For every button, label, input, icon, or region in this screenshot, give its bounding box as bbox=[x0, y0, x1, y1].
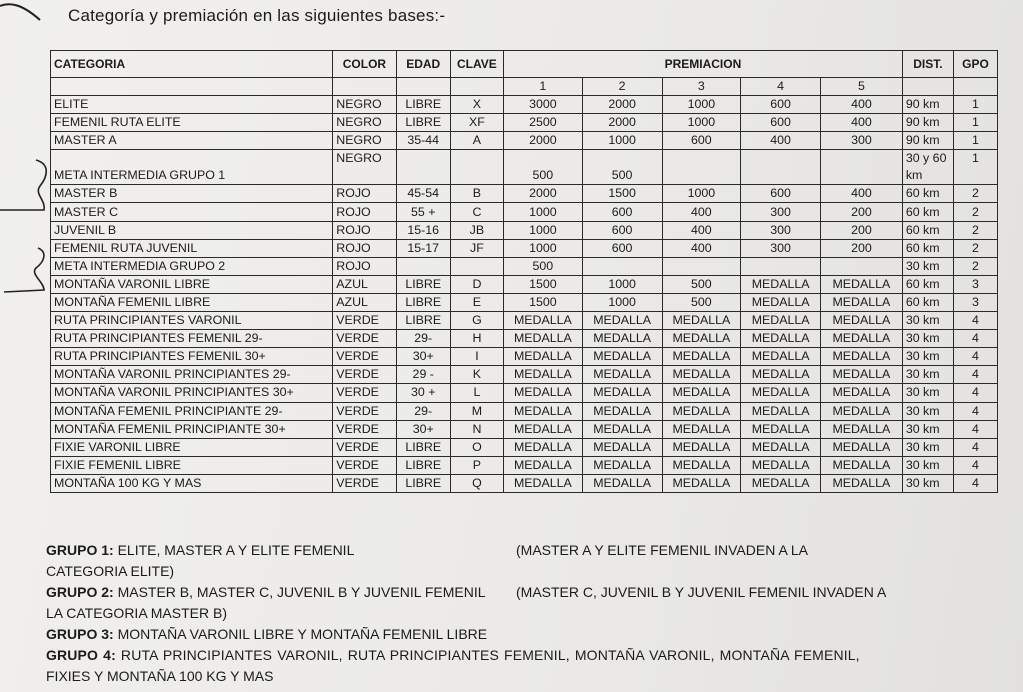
row-prize-4: MEDALLA bbox=[741, 438, 821, 456]
row-prize-2: MEDALLA bbox=[582, 474, 662, 492]
table-row bbox=[51, 402, 998, 420]
row-gpo: 4 bbox=[953, 348, 997, 366]
table-row bbox=[51, 366, 998, 384]
row-categoria: MASTER A bbox=[51, 132, 333, 150]
row-prize-2: 600 bbox=[582, 221, 662, 239]
row-prize-2: MEDALLA bbox=[582, 384, 662, 402]
row-prize-1: MEDALLA bbox=[504, 438, 583, 456]
row-color: VERDE bbox=[333, 474, 396, 492]
row-dist: 60 km bbox=[902, 275, 953, 293]
row-edad bbox=[396, 150, 450, 185]
row-edad bbox=[396, 257, 450, 275]
row-gpo: 1 bbox=[953, 132, 997, 150]
row-edad: 55 + bbox=[396, 203, 450, 221]
row-dist: 90 km bbox=[902, 132, 953, 150]
row-gpo: 4 bbox=[953, 438, 997, 456]
row-prize-4: 400 bbox=[741, 132, 821, 150]
row-clave: JF bbox=[450, 239, 503, 257]
row-prize-3: MEDALLA bbox=[662, 348, 741, 366]
row-prize-3: MEDALLA bbox=[662, 474, 741, 492]
row-clave: P bbox=[450, 456, 503, 474]
row-prize-5: MEDALLA bbox=[821, 366, 903, 384]
row-prize-4: MEDALLA bbox=[741, 293, 821, 311]
row-prize-1: MEDALLA bbox=[504, 366, 583, 384]
row-categoria: MONTAÑA VARONIL PRINCIPIANTES 30+ bbox=[51, 384, 333, 402]
row-edad: LIBRE bbox=[396, 293, 450, 311]
row-prize-2: MEDALLA bbox=[582, 402, 662, 420]
row-edad: 30+ bbox=[396, 348, 450, 366]
table-header-row bbox=[51, 51, 998, 78]
row-color: NEGRO bbox=[333, 132, 396, 150]
row-prize-1: 1000 bbox=[504, 221, 583, 239]
row-prize-5: MEDALLA bbox=[821, 275, 903, 293]
row-prize-3 bbox=[662, 257, 741, 275]
row-clave bbox=[450, 257, 503, 275]
document-title: Categoría y premiación en las siguientes bases:- bbox=[68, 6, 446, 25]
table-subheader-row bbox=[51, 78, 998, 96]
table-row bbox=[51, 114, 998, 132]
row-clave: H bbox=[450, 330, 503, 348]
row-prize-1: 1000 bbox=[504, 203, 583, 221]
row-prize-1: MEDALLA bbox=[504, 474, 583, 492]
row-prize-1: 2500 bbox=[504, 114, 583, 132]
row-prize-3: MEDALLA bbox=[662, 438, 741, 456]
group-2-continuation: LA CATEGORIA MASTER B) bbox=[46, 605, 228, 621]
row-prize-2 bbox=[582, 257, 662, 275]
row-prize-3: 400 bbox=[662, 239, 741, 257]
row-prize-3: 400 bbox=[662, 203, 741, 221]
row-edad: 29 - bbox=[396, 366, 450, 384]
row-prize-1: MEDALLA bbox=[504, 384, 583, 402]
row-edad: 15-16 bbox=[396, 221, 450, 239]
row-color: ROJO bbox=[333, 203, 396, 221]
row-prize-2: 1000 bbox=[582, 293, 662, 311]
row-dist: 90 km bbox=[902, 96, 953, 114]
row-categoria: META INTERMEDIA GRUPO 2 bbox=[51, 257, 333, 275]
row-prize-2: MEDALLA bbox=[582, 438, 662, 456]
group-3-text: MONTAÑA VARONIL LIBRE Y MONTAÑA FEMENIL LIBRE bbox=[113, 626, 488, 642]
row-gpo: 2 bbox=[953, 221, 997, 239]
row-categoria: FEMENIL RUTA JUVENIL bbox=[51, 239, 333, 257]
row-clave: E bbox=[450, 293, 503, 311]
row-clave: A bbox=[450, 132, 503, 150]
row-prize-4: MEDALLA bbox=[741, 330, 821, 348]
row-edad: LIBRE bbox=[396, 456, 450, 474]
row-prize-3 bbox=[662, 150, 741, 185]
header-place-2: 2 bbox=[582, 78, 662, 96]
group-1-continuation: CATEGORIA ELITE) bbox=[46, 563, 175, 579]
header-color: COLOR bbox=[333, 51, 396, 78]
row-clave: Q bbox=[450, 474, 503, 492]
row-categoria: MASTER B bbox=[51, 185, 333, 203]
table-row bbox=[51, 456, 998, 474]
row-prize-5: 200 bbox=[821, 221, 903, 239]
table-row bbox=[51, 257, 998, 275]
row-prize-3: 1000 bbox=[662, 114, 741, 132]
row-prize-5: MEDALLA bbox=[821, 312, 903, 330]
row-prize-2: MEDALLA bbox=[582, 420, 662, 438]
group-2-text: MASTER B, MASTER C, JUVENIL B Y JUVENIL FEMENIL bbox=[113, 584, 486, 600]
header-clave: CLAVE bbox=[450, 51, 503, 78]
row-prize-3: 1000 bbox=[662, 185, 741, 203]
row-dist: 60 km bbox=[902, 221, 953, 239]
row-prize-4: MEDALLA bbox=[741, 348, 821, 366]
row-prize-2: 2000 bbox=[582, 114, 662, 132]
row-prize-2: MEDALLA bbox=[582, 456, 662, 474]
row-dist: 60 km bbox=[902, 185, 953, 203]
group-3-line bbox=[46, 624, 926, 645]
row-dist: 60 km bbox=[902, 293, 953, 311]
row-prize-4 bbox=[741, 150, 821, 185]
row-dist: 30 km bbox=[902, 438, 953, 456]
row-prize-5: MEDALLA bbox=[821, 474, 903, 492]
row-edad: LIBRE bbox=[396, 474, 450, 492]
group-4-text: RUTA PRINCIPIANTES VARONIL, RUTA PRINCIPIANTES FEMENIL, MONTAÑA VARONIL, MONTAÑA FEMENIL, bbox=[115, 647, 860, 663]
row-prize-4: 600 bbox=[741, 114, 821, 132]
row-prize-4: 300 bbox=[741, 239, 821, 257]
group-2-label: GRUPO 2: bbox=[46, 584, 114, 600]
row-dist: 30 km bbox=[902, 348, 953, 366]
table-row bbox=[51, 185, 998, 203]
row-color: ROJO bbox=[333, 257, 396, 275]
row-gpo: 4 bbox=[953, 312, 997, 330]
group-4-continuation: FIXIES Y MONTAÑA 100 KG Y MAS bbox=[46, 668, 274, 684]
row-gpo: 4 bbox=[953, 420, 997, 438]
row-prize-2: 1500 bbox=[582, 185, 662, 203]
row-dist: 30 km bbox=[902, 384, 953, 402]
row-clave: M bbox=[450, 402, 503, 420]
row-categoria: MONTAÑA FEMENIL LIBRE bbox=[51, 293, 333, 311]
row-gpo: 4 bbox=[953, 456, 997, 474]
row-prize-3: 1000 bbox=[662, 96, 741, 114]
row-prize-4: 300 bbox=[741, 221, 821, 239]
row-color: VERDE bbox=[333, 348, 396, 366]
row-prize-4: MEDALLA bbox=[741, 384, 821, 402]
row-prize-5: MEDALLA bbox=[821, 348, 903, 366]
row-prize-1: MEDALLA bbox=[504, 348, 583, 366]
table-row bbox=[51, 293, 998, 311]
row-color: VERDE bbox=[333, 366, 396, 384]
row-color: ROJO bbox=[333, 239, 396, 257]
group-1-line bbox=[46, 540, 926, 561]
row-prize-3: MEDALLA bbox=[662, 384, 741, 402]
header-place-4: 4 bbox=[741, 78, 821, 96]
row-prize-2: 600 bbox=[582, 239, 662, 257]
group-2-note: (MASTER C, JUVENIL B Y JUVENIL FEMENIL INVADEN A bbox=[516, 584, 887, 600]
row-dist: 30 km bbox=[902, 330, 953, 348]
row-prize-1: MEDALLA bbox=[504, 330, 583, 348]
row-prize-1: 2000 bbox=[504, 185, 583, 203]
row-prize-4: MEDALLA bbox=[741, 420, 821, 438]
row-edad: LIBRE bbox=[396, 438, 450, 456]
row-dist: 30 km bbox=[902, 366, 953, 384]
row-clave: XF bbox=[450, 114, 503, 132]
row-prize-4: 600 bbox=[741, 96, 821, 114]
row-clave: I bbox=[450, 348, 503, 366]
row-color: ROJO bbox=[333, 185, 396, 203]
row-edad: LIBRE bbox=[396, 96, 450, 114]
header-premiacion: PREMIACION bbox=[504, 51, 903, 78]
row-prize-5: MEDALLA bbox=[821, 384, 903, 402]
row-prize-4 bbox=[741, 257, 821, 275]
row-categoria: RUTA PRINCIPIANTES VARONIL bbox=[51, 312, 333, 330]
row-prize-5: 300 bbox=[821, 132, 903, 150]
table-row bbox=[51, 438, 998, 456]
row-dist: 30 km bbox=[902, 257, 953, 275]
row-edad: 15-17 bbox=[396, 239, 450, 257]
row-prize-5: MEDALLA bbox=[821, 330, 903, 348]
group-2-line bbox=[46, 582, 926, 603]
group-1-text: ELITE, MASTER A Y ELITE FEMENIL bbox=[113, 542, 355, 558]
row-edad: 30+ bbox=[396, 420, 450, 438]
row-prize-3: 400 bbox=[662, 221, 741, 239]
row-prize-5 bbox=[821, 150, 903, 185]
row-prize-1: 1500 bbox=[504, 275, 583, 293]
row-categoria: FIXIE VARONIL LIBRE bbox=[51, 438, 333, 456]
header-gpo: GPO bbox=[953, 51, 997, 78]
row-clave: O bbox=[450, 438, 503, 456]
row-edad: LIBRE bbox=[396, 114, 450, 132]
row-prize-2: MEDALLA bbox=[582, 348, 662, 366]
row-categoria: ELITE bbox=[51, 96, 333, 114]
row-prize-3: MEDALLA bbox=[662, 330, 741, 348]
table-row bbox=[51, 474, 998, 492]
group-3-label: GRUPO 3: bbox=[46, 626, 114, 642]
table-row bbox=[51, 150, 998, 185]
row-prize-1: 500 bbox=[504, 257, 583, 275]
row-color: VERDE bbox=[333, 330, 396, 348]
row-categoria: RUTA PRINCIPIANTES FEMENIL 30+ bbox=[51, 348, 333, 366]
row-prize-3: 500 bbox=[662, 275, 741, 293]
row-prize-5: 400 bbox=[821, 185, 903, 203]
row-prize-2: 600 bbox=[582, 203, 662, 221]
row-edad: LIBRE bbox=[396, 275, 450, 293]
row-dist: 30 km bbox=[902, 474, 953, 492]
row-prize-3: MEDALLA bbox=[662, 420, 741, 438]
row-prize-4: MEDALLA bbox=[741, 366, 821, 384]
row-prize-3: MEDALLA bbox=[662, 312, 741, 330]
header-place-3: 3 bbox=[662, 78, 741, 96]
row-color: VERDE bbox=[333, 438, 396, 456]
table-row bbox=[51, 312, 998, 330]
row-prize-4: 600 bbox=[741, 185, 821, 203]
row-categoria: MONTAÑA 100 KG Y MAS bbox=[51, 474, 333, 492]
row-color: AZUL bbox=[333, 293, 396, 311]
row-color: VERDE bbox=[333, 312, 396, 330]
group-1-label: GRUPO 1: bbox=[46, 542, 114, 558]
row-prize-2: 500 bbox=[582, 150, 662, 185]
row-prize-5: MEDALLA bbox=[821, 293, 903, 311]
row-prize-5: 400 bbox=[821, 114, 903, 132]
row-clave: C bbox=[450, 203, 503, 221]
row-prize-4: MEDALLA bbox=[741, 275, 821, 293]
row-color: AZUL bbox=[333, 275, 396, 293]
row-clave: N bbox=[450, 420, 503, 438]
row-prize-5 bbox=[821, 257, 903, 275]
groups-notes bbox=[46, 540, 926, 687]
row-color: ROJO bbox=[333, 221, 396, 239]
row-prize-1: 2000 bbox=[504, 132, 583, 150]
row-categoria: MONTAÑA VARONIL PRINCIPIANTES 29- bbox=[51, 366, 333, 384]
row-categoria: JUVENIL B bbox=[51, 221, 333, 239]
header-edad: EDAD bbox=[396, 51, 450, 78]
group-4-line bbox=[46, 645, 926, 666]
row-categoria: META INTERMEDIA GRUPO 1 bbox=[51, 150, 333, 185]
row-categoria: FEMENIL RUTA ELITE bbox=[51, 114, 333, 132]
row-prize-5: MEDALLA bbox=[821, 456, 903, 474]
row-gpo: 3 bbox=[953, 275, 997, 293]
row-clave: B bbox=[450, 185, 503, 203]
header-place-1: 1 bbox=[504, 78, 583, 96]
row-prize-2: 1000 bbox=[582, 275, 662, 293]
row-clave: L bbox=[450, 384, 503, 402]
table-row bbox=[51, 348, 998, 366]
row-prize-1: 500 bbox=[504, 150, 583, 185]
row-categoria: RUTA PRINCIPIANTES FEMENIL 29- bbox=[51, 330, 333, 348]
row-color: VERDE bbox=[333, 384, 396, 402]
row-prize-5: MEDALLA bbox=[821, 402, 903, 420]
group-4-label: GRUPO 4: bbox=[46, 647, 116, 663]
row-prize-3: MEDALLA bbox=[662, 366, 741, 384]
row-edad: 45-54 bbox=[396, 185, 450, 203]
row-edad: 29- bbox=[396, 402, 450, 420]
table-row bbox=[51, 420, 998, 438]
row-gpo: 2 bbox=[953, 203, 997, 221]
row-clave: JB bbox=[450, 221, 503, 239]
row-prize-4: 300 bbox=[741, 203, 821, 221]
row-prize-3: 600 bbox=[662, 132, 741, 150]
row-color: VERDE bbox=[333, 402, 396, 420]
row-gpo: 1 bbox=[953, 150, 997, 185]
row-dist: 60 km bbox=[902, 239, 953, 257]
row-prize-2: MEDALLA bbox=[582, 366, 662, 384]
premiation-table bbox=[50, 50, 998, 493]
row-categoria: MONTAÑA VARONIL LIBRE bbox=[51, 275, 333, 293]
row-prize-3: 500 bbox=[662, 293, 741, 311]
row-gpo: 1 bbox=[953, 96, 997, 114]
row-prize-1: MEDALLA bbox=[504, 420, 583, 438]
row-prize-2: MEDALLA bbox=[582, 330, 662, 348]
table-row bbox=[51, 275, 998, 293]
row-gpo: 4 bbox=[953, 366, 997, 384]
row-clave bbox=[450, 150, 503, 185]
header-dist: DIST. bbox=[902, 51, 953, 78]
row-gpo: 4 bbox=[953, 384, 997, 402]
row-dist: 30 km bbox=[902, 456, 953, 474]
row-prize-3: MEDALLA bbox=[662, 456, 741, 474]
row-edad: 29- bbox=[396, 330, 450, 348]
row-clave: G bbox=[450, 312, 503, 330]
row-edad: 30 + bbox=[396, 384, 450, 402]
row-edad: 35-44 bbox=[396, 132, 450, 150]
group-1-note: (MASTER A Y ELITE FEMENIL INVADEN A LA bbox=[516, 542, 809, 558]
header-place-5: 5 bbox=[821, 78, 903, 96]
row-prize-2: 1000 bbox=[582, 132, 662, 150]
row-prize-4: MEDALLA bbox=[741, 456, 821, 474]
row-clave: K bbox=[450, 366, 503, 384]
row-dist: 60 km bbox=[902, 203, 953, 221]
row-dist: 30 km bbox=[902, 402, 953, 420]
row-gpo: 4 bbox=[953, 474, 997, 492]
row-categoria: MONTAÑA FEMENIL PRINCIPIANTE 30+ bbox=[51, 420, 333, 438]
table-row bbox=[51, 203, 998, 221]
row-color: VERDE bbox=[333, 420, 396, 438]
row-prize-2: 2000 bbox=[582, 96, 662, 114]
row-prize-5: 200 bbox=[821, 239, 903, 257]
row-prize-5: MEDALLA bbox=[821, 438, 903, 456]
row-prize-5: 200 bbox=[821, 203, 903, 221]
row-prize-1: MEDALLA bbox=[504, 456, 583, 474]
table-row bbox=[51, 96, 998, 114]
row-prize-1: 1500 bbox=[504, 293, 583, 311]
row-prize-4: MEDALLA bbox=[741, 402, 821, 420]
row-edad: LIBRE bbox=[396, 312, 450, 330]
row-gpo: 4 bbox=[953, 402, 997, 420]
table-row bbox=[51, 132, 998, 150]
row-clave: X bbox=[450, 96, 503, 114]
row-dist: 30 y 60 km bbox=[902, 150, 953, 185]
row-gpo: 1 bbox=[953, 114, 997, 132]
row-prize-4: MEDALLA bbox=[741, 312, 821, 330]
table-row bbox=[51, 384, 998, 402]
row-gpo: 3 bbox=[953, 293, 997, 311]
row-gpo: 2 bbox=[953, 185, 997, 203]
row-dist: 90 km bbox=[902, 114, 953, 132]
row-categoria: MASTER C bbox=[51, 203, 333, 221]
row-categoria: MONTAÑA FEMENIL PRINCIPIANTE 29- bbox=[51, 402, 333, 420]
row-clave: D bbox=[450, 275, 503, 293]
row-prize-3: MEDALLA bbox=[662, 402, 741, 420]
row-color: NEGRO bbox=[333, 96, 396, 114]
row-prize-5: 400 bbox=[821, 96, 903, 114]
row-color: NEGRO bbox=[333, 114, 396, 132]
row-prize-1: 3000 bbox=[504, 96, 583, 114]
row-prize-1: 1000 bbox=[504, 239, 583, 257]
table-row bbox=[51, 239, 998, 257]
row-gpo: 2 bbox=[953, 239, 997, 257]
row-gpo: 4 bbox=[953, 330, 997, 348]
row-prize-4: MEDALLA bbox=[741, 474, 821, 492]
row-prize-2: MEDALLA bbox=[582, 312, 662, 330]
row-color: NEGRO bbox=[333, 150, 396, 185]
table-row bbox=[51, 330, 998, 348]
row-prize-1: MEDALLA bbox=[504, 402, 583, 420]
row-prize-1: MEDALLA bbox=[504, 312, 583, 330]
row-prize-5: MEDALLA bbox=[821, 420, 903, 438]
header-categoria: CATEGORIA bbox=[51, 51, 333, 78]
row-gpo: 2 bbox=[953, 257, 997, 275]
row-categoria: FIXIE FEMENIL LIBRE bbox=[51, 456, 333, 474]
row-dist: 30 km bbox=[902, 420, 953, 438]
row-color: VERDE bbox=[333, 456, 396, 474]
row-dist: 30 km bbox=[902, 312, 953, 330]
table-row bbox=[51, 221, 998, 239]
